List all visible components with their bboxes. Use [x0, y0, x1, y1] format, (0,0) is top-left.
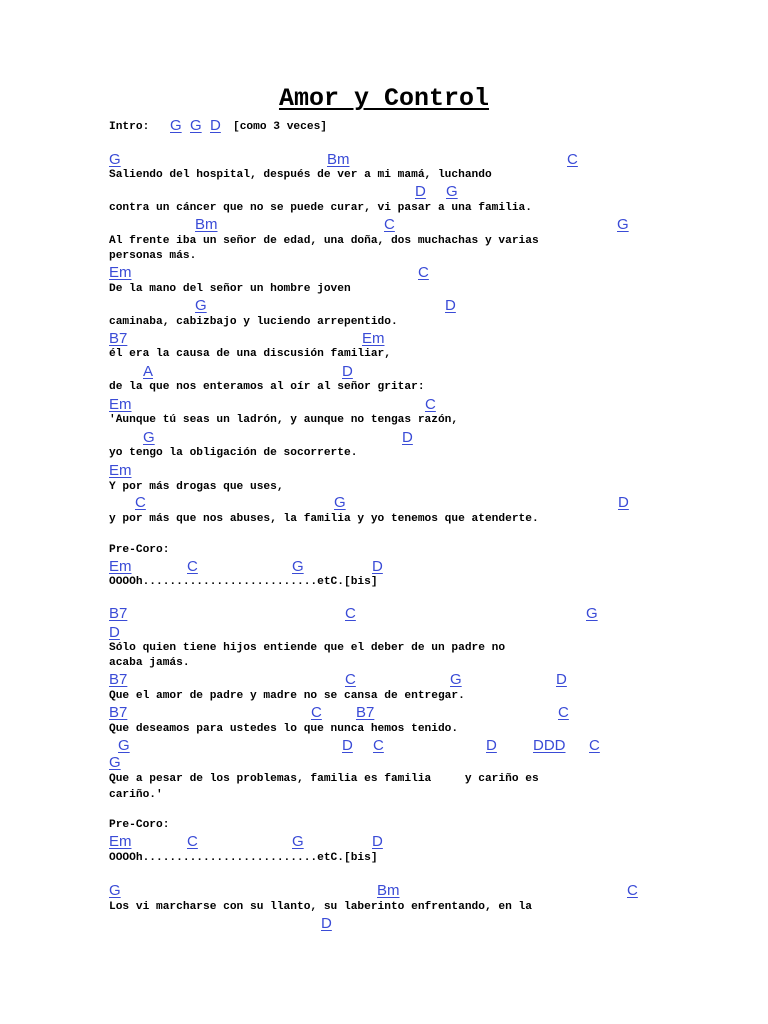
lyric-line: OOOOh..........................etC.[bis] — [109, 576, 378, 588]
chord-link[interactable]: A — [143, 363, 154, 380]
chord-link[interactable]: Bm — [327, 151, 350, 168]
chord-link[interactable]: Em — [362, 330, 385, 347]
chord-link[interactable]: G — [450, 671, 462, 688]
chord-link[interactable]: G — [170, 117, 182, 134]
song-title: Amor y Control — [278, 84, 490, 113]
lyric-line: Que a pesar de los problemas, familia es familia y cariño es — [109, 773, 539, 785]
chord-link[interactable]: D — [321, 915, 332, 932]
lyric-line: Que deseamos para ustedes lo que nunca hemos tenido. — [109, 723, 459, 735]
chord-link[interactable]: C — [373, 737, 384, 754]
lyric-line: yo tengo la obligación de socorrerte. — [109, 447, 358, 459]
lyric-line: y por más que nos abuses, la familia y yo tenemos que atenderte. — [109, 513, 539, 525]
chord-link[interactable]: C — [187, 833, 198, 850]
chord-link[interactable]: C — [627, 882, 638, 899]
chord-link[interactable]: C — [558, 704, 569, 721]
section-label: Pre-Coro: — [109, 544, 170, 556]
chord-link[interactable]: Em — [109, 396, 132, 413]
lyric-line: acaba jamás. — [109, 657, 190, 669]
chord-link[interactable]: D — [618, 494, 629, 511]
chord-link[interactable]: G — [334, 494, 346, 511]
chord-link[interactable]: Em — [109, 264, 132, 281]
lyric-line: él era la causa de una discusión familiar, — [109, 348, 391, 360]
chord-link[interactable]: G — [292, 558, 304, 575]
chord-link[interactable]: Bm — [195, 216, 218, 233]
chord-link[interactable]: D — [402, 429, 413, 446]
chord-link[interactable]: B7 — [356, 704, 375, 721]
chord-link[interactable]: C — [311, 704, 322, 721]
lyric-line: de la que nos enteramos al oír al señor gritar: — [109, 381, 425, 393]
chord-link[interactable]: G — [617, 216, 629, 233]
intro-note: [como 3 veces] — [233, 121, 327, 133]
lyric-line: contra un cáncer que no se puede curar, vi pasar a una familia. — [109, 202, 532, 214]
chord-link[interactable]: C — [384, 216, 395, 233]
lyric-line: 'Aunque tú seas un ladrón, y aunque no tengas razón, — [109, 414, 459, 426]
chord-link[interactable]: C — [567, 151, 578, 168]
chord-link[interactable]: G — [446, 183, 458, 200]
chord-link[interactable]: D — [109, 624, 120, 641]
chord-link[interactable]: D — [372, 833, 383, 850]
chord-link[interactable]: D — [445, 297, 456, 314]
lyric-line: caminaba, cabizbajo y luciendo arrepentido. — [109, 316, 398, 328]
chord-link[interactable]: B7 — [109, 330, 128, 347]
chord-link[interactable]: C — [345, 605, 356, 622]
chord-link[interactable]: C — [345, 671, 356, 688]
chord-link[interactable]: G — [292, 833, 304, 850]
section-label: Pre-Coro: — [109, 819, 170, 831]
chord-link[interactable]: C — [425, 396, 436, 413]
chord-link[interactable]: G — [109, 882, 121, 899]
chord-link[interactable]: Em — [109, 558, 132, 575]
chord-link[interactable]: C — [135, 494, 146, 511]
chord-link[interactable]: D — [342, 363, 353, 380]
lyric-line: Sólo quien tiene hijos entiende que el deber de un padre no — [109, 642, 506, 654]
lyric-line: Que el amor de padre y madre no se cansa de entregar. — [109, 690, 465, 702]
chord-link[interactable]: D — [342, 737, 353, 754]
lyric-line: Y por más drogas que uses, — [109, 481, 284, 493]
chord-link[interactable]: D — [556, 671, 567, 688]
lyric-line: Los vi marcharse con su llanto, su laberinto enfrentando, en la — [109, 901, 532, 913]
chord-link[interactable]: G — [190, 117, 202, 134]
chord-link[interactable]: G — [586, 605, 598, 622]
chord-link[interactable]: G — [109, 151, 121, 168]
chord-link[interactable]: DDD — [533, 737, 566, 754]
intro-label: Intro: — [109, 121, 150, 133]
chord-link[interactable]: C — [187, 558, 198, 575]
chord-link[interactable]: B7 — [109, 704, 128, 721]
chord-link[interactable]: C — [418, 264, 429, 281]
lyric-line: Saliendo del hospital, después de ver a mi mamá, luchando — [109, 169, 492, 181]
chord-link[interactable]: D — [210, 117, 221, 134]
lyric-line: cariño.' — [109, 789, 163, 801]
chord-link[interactable]: B7 — [109, 671, 128, 688]
chord-link[interactable]: Bm — [377, 882, 400, 899]
lyric-line: OOOOh..........................etC.[bis] — [109, 852, 378, 864]
chord-link[interactable]: B7 — [109, 605, 128, 622]
lyric-line: Al frente iba un señor de edad, una doña, dos muchachas y varias — [109, 235, 539, 247]
chord-link[interactable]: Em — [109, 833, 132, 850]
chord-link[interactable]: D — [372, 558, 383, 575]
chord-link[interactable]: G — [118, 737, 130, 754]
chord-link[interactable]: G — [109, 754, 121, 771]
chord-link[interactable]: D — [486, 737, 497, 754]
lyric-line: personas más. — [109, 250, 197, 262]
chord-link[interactable]: Em — [109, 462, 132, 479]
chord-link[interactable]: G — [143, 429, 155, 446]
lyric-line: De la mano del señor un hombre joven — [109, 283, 351, 295]
chord-link[interactable]: G — [195, 297, 207, 314]
chord-link[interactable]: C — [589, 737, 600, 754]
chord-link[interactable]: D — [415, 183, 426, 200]
